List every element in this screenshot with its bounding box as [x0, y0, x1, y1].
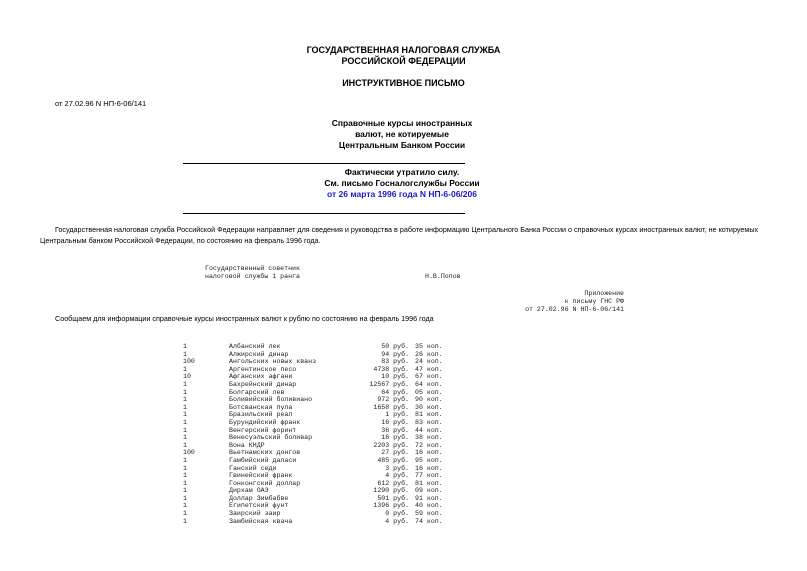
rate-kopecks: 64 коп. — [415, 380, 443, 388]
rate-rubles: 16 руб. — [381, 434, 409, 442]
rate-row — [183, 472, 443, 480]
rate-row — [183, 487, 443, 495]
rate-quantity: 1 — [183, 441, 187, 449]
rate-row — [183, 449, 443, 457]
rate-currency-name: Боливийский боливиано — [229, 396, 313, 404]
rate-currency-name: Ботсванская пула — [229, 403, 293, 411]
rate-rubles: 12567 руб. — [369, 380, 409, 388]
rate-quantity: 1 — [183, 510, 187, 518]
intro-paragraph-line1: Государственная налоговая служба Российской Федерации направляет для сведения и руководства в работе информацию Центрального Банка России о справочных курсах иностранных валют, не котируемых — [55, 225, 759, 234]
rate-kopecks: 24 коп. — [415, 358, 443, 366]
rate-quantity: 1 — [183, 472, 187, 480]
rate-currency-name: Ганский седи — [229, 464, 277, 472]
signature-name: Н.В.Попов — [425, 273, 461, 280]
status-line1: Фактически утратило силу. — [344, 167, 460, 177]
rate-kopecks: 81 коп. — [415, 411, 443, 419]
rate-kopecks: 09 коп. — [415, 487, 443, 495]
rate-row — [183, 465, 443, 473]
rate-kopecks: 74 коп. — [415, 517, 443, 525]
title-line2: валют, не котируемые — [355, 129, 449, 139]
title-line1: Справочные курсы иностранных — [331, 118, 473, 128]
divider-bottom — [183, 213, 465, 214]
rate-kopecks: 77 коп. — [415, 472, 443, 480]
rate-kopecks: 91 коп. — [415, 494, 443, 502]
rate-currency-name: Аргентинское песо — [229, 365, 297, 373]
rate-kopecks: 26 коп. — [415, 350, 443, 358]
rate-row — [183, 510, 443, 518]
rate-rubles: 4 руб. — [385, 472, 409, 480]
rate-currency-name: Заирский заир — [229, 510, 281, 518]
rate-row — [183, 411, 443, 419]
signature-position-line1: Государственный советник — [205, 265, 300, 272]
rate-rubles: 64 руб. — [381, 388, 409, 396]
appendix-line2: к письму ГНС РФ — [564, 298, 624, 305]
appendix-line3: от 27.02.96 N НП-6-06/141 — [525, 306, 624, 313]
rate-currency-name: Дирхам ОАЭ — [229, 487, 269, 495]
rate-rubles: 1658 руб. — [373, 403, 409, 411]
rate-quantity: 1 — [183, 380, 187, 388]
rate-currency-name: Доллар Зимбабве — [229, 494, 289, 502]
rate-rubles: 612 руб. — [377, 479, 409, 487]
divider-top — [183, 163, 465, 164]
rate-row — [183, 358, 443, 366]
rate-quantity: 1 — [183, 411, 187, 419]
rate-currency-name: Алжирский динар — [229, 350, 289, 358]
rate-kopecks: 30 коп. — [415, 403, 443, 411]
rate-rubles: 0 руб. — [385, 510, 409, 518]
rate-row — [183, 373, 443, 381]
rate-rubles: 10 руб. — [381, 373, 409, 381]
rate-quantity: 1 — [183, 494, 187, 502]
rate-kopecks: 05 коп. — [415, 388, 443, 396]
rate-currency-name: Бразильский реал — [229, 411, 293, 419]
signature-position-line2: налоговой службы 1 ранга — [205, 273, 300, 280]
rate-quantity: 1 — [183, 426, 187, 434]
rate-kopecks: 90 коп. — [415, 396, 443, 404]
rate-quantity: 1 — [183, 396, 187, 404]
rate-row — [183, 502, 443, 510]
rate-quantity: 1 — [183, 388, 187, 396]
rate-quantity: 1 — [183, 464, 187, 472]
rate-rubles: 16 руб. — [381, 418, 409, 426]
rate-rubles: 36 руб. — [381, 426, 409, 434]
rate-rubles: 4 руб. — [385, 517, 409, 525]
rate-row — [183, 427, 443, 435]
rate-rubles: 1290 руб. — [373, 487, 409, 495]
rate-currency-name: Венесуэльский боливар — [229, 434, 313, 442]
rate-currency-name: Гвинейский франк — [229, 472, 293, 480]
title-line3: Центральным Банком России — [338, 140, 466, 150]
rate-row — [183, 518, 443, 526]
rate-row — [183, 434, 443, 442]
rate-row — [183, 381, 443, 389]
rate-kopecks: 38 коп. — [415, 434, 443, 442]
rate-quantity: 100 — [183, 358, 195, 366]
rate-currency-name: Албанский лек — [229, 343, 281, 350]
rate-rubles: 50 руб. — [381, 343, 409, 350]
rate-rubles: 1396 руб. — [373, 502, 409, 510]
rate-currency-name: Вьетнамских донгов — [229, 449, 301, 457]
rate-kopecks: 72 коп. — [415, 441, 443, 449]
rate-row — [183, 343, 443, 351]
rate-row — [183, 419, 443, 427]
rate-quantity: 1 — [183, 502, 187, 510]
status-link[interactable]: от 26 марта 1996 года N НП-6-06/206 — [327, 189, 477, 199]
rate-quantity: 100 — [183, 449, 195, 457]
rate-kopecks: 81 коп. — [415, 479, 443, 487]
rate-quantity: 1 — [183, 487, 187, 495]
rate-quantity: 10 — [183, 373, 191, 381]
rate-kopecks: 44 коп. — [415, 426, 443, 434]
rate-quantity: 1 — [183, 418, 187, 426]
rate-kopecks: 59 коп. — [415, 510, 443, 518]
rate-kopecks: 83 коп. — [415, 418, 443, 426]
rate-currency-name: Гонконгский доллар — [229, 479, 301, 487]
rate-kopecks: 35 коп. — [415, 343, 443, 350]
intro-paragraph-line2: Центральным банком Российской Федерации, по состоянию на февраль 1996 года. — [40, 236, 321, 245]
rate-rubles: 4738 руб. — [373, 365, 409, 373]
rate-kopecks: 67 коп. — [415, 373, 443, 381]
rate-currency-name: Болгарский лев — [229, 388, 285, 396]
status-notice — [185, 167, 619, 200]
rate-rubles: 972 руб. — [377, 396, 409, 404]
rate-rubles: 2203 руб. — [373, 441, 409, 449]
rate-rubles: 3 руб. — [385, 464, 409, 472]
currency-rates-table — [183, 343, 443, 525]
rate-quantity: 1 — [183, 517, 187, 525]
rate-rubles: 27 руб. — [381, 449, 409, 457]
rate-row — [183, 396, 443, 404]
rate-quantity: 1 — [183, 350, 187, 358]
rate-rubles: 501 руб. — [377, 494, 409, 502]
rate-currency-name: Ангольских новых кванз — [229, 358, 317, 366]
appendix-line1: Приложение — [584, 290, 624, 297]
rate-kopecks: 95 коп. — [415, 456, 443, 464]
rate-currency-name: Афганских афгани — [229, 373, 293, 381]
rate-currency-name: Замбийская квача — [229, 517, 293, 525]
rate-quantity: 1 — [183, 365, 187, 373]
rate-quantity: 1 — [183, 403, 187, 411]
rate-currency-name: Венгерский форинт — [229, 426, 297, 434]
rate-quantity: 1 — [183, 456, 187, 464]
rate-currency-name: Вона КНДР — [229, 441, 265, 449]
status-line2: См. письмо Госналогслужбы России — [324, 178, 480, 188]
document-type: ИНСТРУКТИВНОЕ ПИСЬМО — [342, 78, 465, 88]
rate-kopecks: 40 коп. — [415, 502, 443, 510]
rate-currency-name: Бахрейнский динар — [229, 380, 297, 388]
rate-currency-name: Египетский фунт — [229, 502, 289, 510]
org-name-line2: РОССИЙСКОЙ ФЕДЕРАЦИИ — [341, 56, 466, 66]
rate-kopecks: 16 коп. — [415, 464, 443, 472]
rate-currency-name: Бурундийский франк — [229, 418, 301, 426]
rate-rubles: 485 руб. — [377, 456, 409, 464]
rate-quantity: 1 — [183, 343, 187, 350]
rate-kopecks: 47 коп. — [415, 365, 443, 373]
rate-quantity: 1 — [183, 434, 187, 442]
org-name-line1: ГОСУДАРСТВЕННАЯ НАЛОГОВАЯ СЛУЖБА — [306, 45, 501, 55]
document-title — [185, 118, 619, 151]
rate-row — [183, 457, 443, 465]
rate-currency-name: Гамбийский даласи — [229, 456, 297, 464]
rate-rubles: 94 руб. — [381, 350, 409, 358]
document-date: от 27.02.96 N НП-6-06/141 — [55, 99, 147, 108]
rate-quantity: 1 — [183, 479, 187, 487]
rate-rubles: 1 руб. — [385, 411, 409, 419]
rate-kopecks: 16 коп. — [415, 449, 443, 457]
rate-rubles: 83 руб. — [381, 358, 409, 366]
appendix-intro: Сообщаем для информации справочные курсы иностранных валют к рублю по состоянию на февраль 1996 года — [55, 314, 434, 323]
